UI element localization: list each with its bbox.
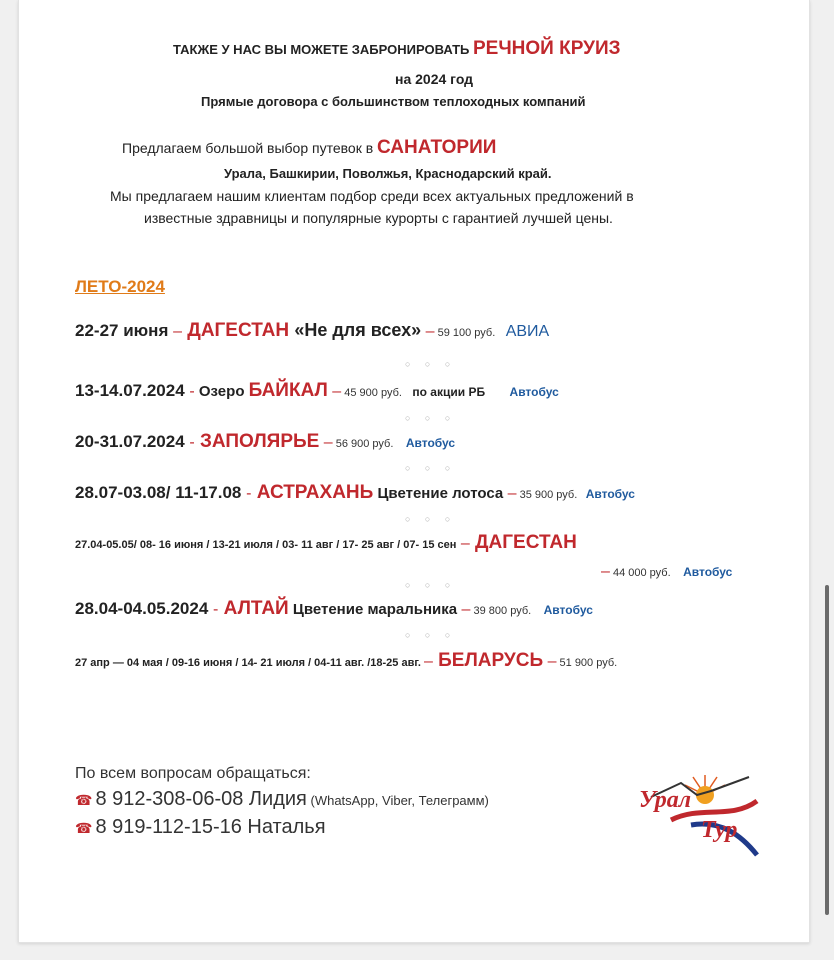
divider-dots: ○ ○ ○ [405, 463, 457, 473]
tour-price: 39 800 руб. [470, 605, 532, 617]
phone-number-natalia: 8 919-112-15-16 Наталья [95, 816, 326, 838]
tour-destination: ДАГЕСТАН [182, 320, 295, 341]
tour-price: 59 100 руб. [434, 327, 496, 339]
tour-dates: 27 апр — 04 мая / 09-16 июня / 14- 21 июля / 04-11 авг. /18-25 авг. [75, 657, 424, 669]
tour-transport: Автобус [543, 603, 593, 617]
divider-dots: ○ ○ ○ [405, 413, 457, 423]
tour-extra: Цветение маральника [288, 601, 458, 618]
river-cruise-heading: РЕЧНОЙ КРУИЗ [472, 38, 621, 59]
sanatorium-line2: Урала, Башкирии, Поволжья, Краснодарский край. [224, 166, 552, 181]
logo-word-ural: Урал [639, 787, 692, 813]
tour-row: 20-31.07.2024 - ЗАПОЛЯРЬЕ – 56 900 руб. Автобус [75, 431, 456, 452]
divider-dots: ○ ○ ○ [405, 580, 457, 590]
tour-dates: 27.04-05.05/ 08- 16 июня / 13-21 июля / 03- 11 авг / 17- 25 авг / 07- 15 сен [75, 539, 457, 551]
phone-number-lidia: 8 912-308-06-08 Лидия [95, 788, 307, 810]
tour-price: 45 900 руб. [341, 387, 402, 399]
tour-destination: БЕЛАРУСЬ [432, 650, 544, 671]
tour-promo: по акции РБ [412, 385, 486, 399]
contacts-title: По всем вопросам обращаться: [75, 765, 311, 782]
tour-dates: 22-27 июня [75, 321, 174, 340]
tour-row: 27 апр — 04 мая / 09-16 июня / 14- 21 июля / 04-11 авг. /18-25 авг. – БЕЛАРУСЬ – 51 900 руб. [75, 650, 618, 671]
tour-destination: БАЙКАЛ [248, 380, 328, 401]
contact-phone-1[interactable] [75, 788, 489, 811]
tour-price: 56 900 руб. [332, 438, 394, 450]
tour-destination: АСТРАХАНЬ [251, 482, 374, 503]
tour-destination: АЛТАЙ [218, 598, 289, 619]
tour-extra: «Не для всех» [294, 320, 422, 340]
sanatorium-heading: САНАТОРИИ [377, 137, 497, 158]
tour-destination: ЗАПОЛЯРЬЕ [194, 431, 320, 452]
tour-dates: 28.04-04.05.2024 [75, 599, 214, 618]
divider-dots: ○ ○ ○ [405, 514, 457, 524]
scrollbar[interactable] [825, 585, 829, 915]
tour-transport: Автобус [509, 385, 559, 399]
logo-word-tur: Тур [701, 817, 738, 843]
tour-dates: 20-31.07.2024 [75, 432, 190, 451]
tour-transport: Автобус [585, 487, 635, 501]
tour-row: 28.07-03.08/ 11-17.08 - АСТРАХАНЬ Цветение лотоса – 35 900 руб. Автобус [75, 482, 635, 503]
tour-price: 35 900 руб. [516, 489, 578, 501]
tour-extra: Цветение лотоса [373, 485, 504, 502]
ural-tur-logo [631, 765, 761, 860]
tour-row: 13-14.07.2024 - Озеро БАЙКАЛ – 45 900 руб. по акции РБ Автобус [75, 380, 559, 401]
contact-phone-2[interactable] [75, 816, 326, 839]
tour-transport: АВИА [505, 323, 550, 340]
phone-icon: ☎ [75, 820, 93, 836]
sanatorium-line1: Предлагаем большой выбор путевок в САНАТОРИИ [122, 137, 497, 158]
sanatorium-line3: Мы предлагаем нашим клиентам подбор среди всех актуальных предложений в [110, 188, 634, 204]
tour-dates: 28.07-03.08/ 11-17.08 [75, 483, 247, 502]
divider-dots: ○ ○ ○ [405, 630, 457, 640]
header-line2: на 2024 год [395, 71, 474, 87]
season-label: ЛЕТО-2024 [75, 277, 165, 296]
header-line3: Прямые договора с большинством теплоходных компаний [201, 94, 586, 109]
tour-dates: 13-14.07.2024 [75, 381, 190, 400]
tour-price: 44 000 руб. [609, 567, 671, 579]
tour-row: 22-27 июня – ДАГЕСТАН «Не для всех» – 59 100 руб. АВИА [75, 320, 550, 341]
header-line1: ТАКЖЕ У НАС ВЫ МОЖЕТЕ ЗАБРОНИРОВАТЬ РЕЧНОЙ КРУИЗ [173, 38, 621, 59]
document-page [18, 0, 810, 943]
tour-transport: Автобус [683, 565, 733, 579]
tour-row-price: – 44 000 руб. Автобус [601, 563, 733, 580]
tour-price: 51 900 руб. [556, 657, 618, 669]
tour-row: 28.04-04.05.2024 - АЛТАЙ Цветение маральника – 39 800 руб. Автобус [75, 598, 593, 619]
tour-destination: ДАГЕСТАН [469, 532, 577, 553]
sanatorium-line4: известные здравницы и популярные курорты с гарантией лучшей цены. [144, 210, 613, 226]
tour-row: 27.04-05.05/ 08- 16 июня / 13-21 июля / 03- 11 авг / 17- 25 авг / 07- 15 сен – ДАГЕСТАН [75, 532, 577, 553]
messengers-note: (WhatsApp, Viber, Телеграмм) [306, 793, 489, 808]
divider-dots: ○ ○ ○ [405, 359, 457, 369]
phone-icon: ☎ [75, 792, 93, 808]
tour-transport: Автобус [405, 436, 456, 450]
